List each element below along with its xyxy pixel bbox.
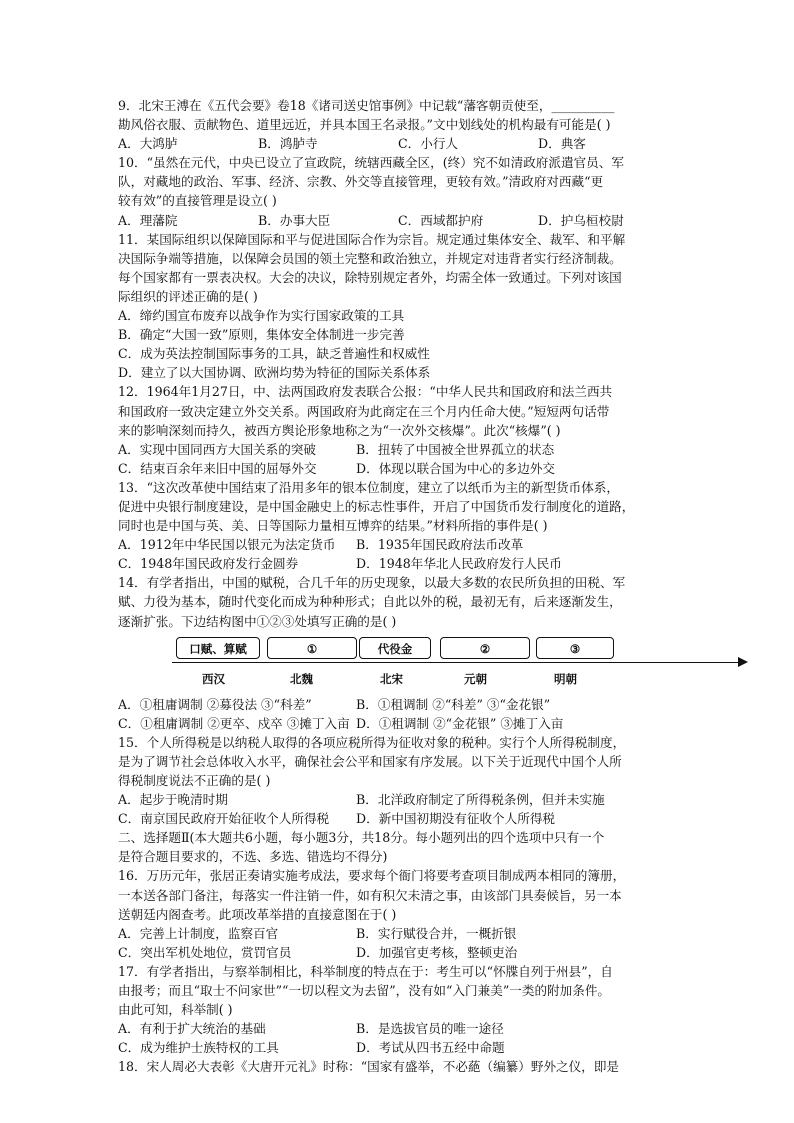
option-c: C．突出军机处地位，赏罚官员 (118, 944, 292, 960)
question-9-stem-line: 勘风俗衣服、贡献物色、道里远近，并具本国王名录报。”文中划线处的机构最有可能是( ) (118, 117, 611, 133)
question-16-stem-line: 16．万历元年，张居正奏请实施考成法，要求每个衙门将要考查项目制成两本相同的簿册， (118, 868, 626, 884)
question-14-stem-line: 14．有学者指出，中国的赋税，合几千年的历史现象，以最大多数的农民所负担的田税、军 (118, 575, 626, 591)
timeline-era: 元朝 (464, 671, 487, 686)
option-b: B．是选拔官员的唯一途径 (356, 1021, 504, 1037)
question-11 (118, 230, 678, 383)
option-c: C．小行人 (398, 136, 459, 152)
option-b: B．北洋政府制定了所得税条例，但并未实施 (356, 792, 605, 808)
option-b: B．办事大臣 (258, 212, 331, 228)
question-17-options-row (118, 1019, 678, 1038)
option-d: D．体现以联合国为中心的多边外交 (356, 460, 556, 476)
question-14 (118, 573, 678, 732)
option-a: A．缔约国宣布废弃以战争作为实行国家政策的工具 (118, 308, 405, 324)
timeline-box: 代役金 (359, 637, 431, 659)
question-17-stem-line: 由报考；而且“取士不问家世”“一切以程文为去留”，没有如“入门兼美”一类的附加条件。 (118, 983, 611, 999)
timeline-box: ① (267, 637, 357, 659)
arrow-right-icon (738, 657, 748, 667)
option-c: C．结束百余年来旧中国的屈辱外交 (118, 460, 317, 476)
question-9 (118, 96, 678, 153)
option-b: B．扭转了中国被全世界孤立的状态 (356, 441, 555, 457)
option-a: A．大鸿胪 (118, 136, 178, 152)
question-16 (118, 866, 678, 961)
timeline-era: 西汉 (202, 671, 225, 686)
option-a: A．完善上计制度，监察百官 (118, 925, 279, 941)
question-16-options-row (118, 924, 678, 943)
question-12-options-row (118, 440, 678, 459)
question-18-stem-line: 18．宋人周必大表彰《大唐开元礼》时称：“国家有盛举，不必蕝（编纂）野外之仪，即是 (118, 1059, 620, 1075)
tax-timeline-diagram (118, 635, 678, 693)
option-d: D．典客 (538, 136, 586, 152)
question-13-stem-line: 同时也是中国与英、美、日等国际力量相互博弈的结果。”材料所指的事件是( ) (118, 518, 548, 534)
question-9-stem-line: 9．北宋王溥在《五代会要》卷18《诸司送史馆事例》中记载“藩客朝贡使至，__________ (118, 98, 615, 113)
question-17-stem-line: 由此可知，科举制( ) (118, 1002, 233, 1018)
timeline-box: ③ (536, 637, 614, 659)
question-14-stem-line: 逐渐扩张。下边结构图中①②③处填写正确的是( ) (118, 613, 397, 629)
question-15-options-row (118, 809, 678, 828)
option-c: C．1948年国民政府发行金圆券 (118, 556, 299, 572)
question-15-options-row (118, 790, 678, 809)
option-b: B．实行赋役合并，一概折银 (356, 925, 517, 941)
question-13-options-row (118, 535, 678, 554)
question-13-stem-line: 13．“这次改革使中国结束了沿用多年的银本位制度，建立了以纸币为主的新型货币体系， (118, 479, 620, 495)
question-10 (118, 153, 678, 229)
option-d: D．建立了以大国协调、欧洲均势为特征的国际关系体系 (118, 365, 431, 381)
timeline-era: 北宋 (380, 671, 403, 686)
option-a: A．起步于晚清时期 (118, 792, 228, 808)
question-17-options-row (118, 1038, 678, 1057)
option-c: C．成为英法控制国际事务的工具，缺乏普遍性和权威性 (118, 346, 430, 362)
question-10-stem-line: 队，对藏地的政治、军事、经济、宗教、外交等直接管理，更较有效。”清政府对西藏“更 (118, 174, 604, 190)
question-16-stem-line: 一本送各部门备注，每落实一件注销一件，如有积欠未清之事，由该部门具奏候旨，另一本 (118, 887, 622, 903)
question-17-stem-line: 17．有学者指出，与察举制相比，科举制度的特点在于：考生可以“怀牒自列于州县”，自 (118, 963, 613, 979)
section-2-header (118, 828, 678, 866)
question-9-options (118, 134, 678, 153)
question-11-stem-line: 际组织的评述正确的是( ) (118, 288, 258, 304)
question-15-stem-line: 15．个人所得税是以纳税人取得的各项应税所得为征收对象的税种。实行个人所得税制度， (118, 734, 626, 750)
option-a: A．①租庸调制 ②募役法 ③“科差” (118, 696, 312, 712)
option-c: C．成为维护士族特权的工具 (118, 1040, 279, 1056)
question-11-stem-line: 11．某国际组织以保障国际和平与促进国际合作为宗旨。规定通过集体安全、裁军、和平解 (118, 231, 626, 247)
question-14-options-row (118, 695, 678, 714)
option-b: B．1935年国民政府法币改革 (356, 537, 524, 553)
question-10-stem-line: 较有效”的直接管理是设立( ) (118, 193, 277, 209)
section-2-header-line: 二、选择题Ⅱ(本大题共6小题，每小题3分，共18分。每小题列出的四个选项中只有一个 (118, 830, 605, 846)
question-15-stem-line: 得税制度说法不正确的是( ) (118, 773, 271, 788)
option-a: A．1912年中华民国以银元为法定货币 (118, 537, 336, 553)
option-d: D．考试从四书五经中命题 (356, 1040, 505, 1056)
question-12-stem-line: 来的影响深刻而持久，被西方舆论形象地称之为“一次外交核爆”。此次“核爆”( ) (118, 422, 561, 438)
question-11-stem-line: 决国际争端等措施，以保障会员国的领土完整和政治独立，并规定对违背者实行经济制裁。 (118, 250, 622, 266)
question-15 (118, 733, 678, 828)
option-a: A．理藩院 (118, 212, 178, 228)
question-14-stem-line: 赋、力役为基本，随时代变化而成为种种形式；自此以外的税，最初无有，后来逐渐发生， (118, 594, 622, 610)
option-b: B．鸿胪寺 (258, 136, 318, 152)
question-15-stem-line: 是为了调节社会总体收入水平，确保社会公平和国家有序发展。以下关于近现代中国个人所 (118, 753, 622, 769)
timeline-era: 明朝 (554, 671, 577, 686)
option-d: D．①租调制 ②“金花银” ③摊丁入亩 (356, 715, 564, 731)
option-a: A．有利于扩大统治的基础 (118, 1021, 266, 1037)
question-12 (118, 382, 678, 477)
option-c: C．①租庸调制 ②更卒、戍卒 ③摊丁入亩 (118, 715, 350, 731)
question-17 (118, 962, 678, 1057)
option-c: C．南京国民政府开始征收个人所得税 (118, 811, 330, 827)
timeline-era: 北魏 (290, 671, 313, 686)
question-18 (118, 1057, 678, 1076)
question-10-options (118, 211, 678, 230)
option-d: D．护乌桓校尉 (538, 212, 624, 228)
timeline-box: 口赋、算赋 (176, 637, 260, 659)
question-10-stem-line: 10．“虽然在元代，中央已设立了宣政院，统辖西藏全区，(终）究不如清政府派遣官员、军 (118, 155, 624, 171)
option-b: B．①租调制 ②“科差” ③“金花银” (356, 696, 551, 712)
option-d: D．1948年华北人民政府发行人民币 (356, 556, 562, 572)
question-16-options-row (118, 943, 678, 962)
question-16-stem-line: 送朝廷内阁查考。此项改革举措的直接意图在于( ) (118, 906, 397, 922)
option-d: D．加强官吏考核，整顿吏治 (356, 944, 518, 960)
section-2-header-line: 是符合题目要求的，不选、多选、错选均不得分) (118, 849, 388, 865)
option-c: C．西域都护府 (398, 212, 484, 228)
timeline-box: ② (440, 637, 530, 659)
exam-page (118, 96, 678, 1077)
option-d: D．新中国初期没有征收个人所得税 (356, 811, 556, 827)
question-12-stem-line: 和国政府一致决定建立外交关系。两国政府为此商定在三个月内任命大使。”短短两句话带 (118, 403, 610, 419)
question-14-options-row (118, 714, 678, 733)
question-11-stem-line: 每个国家都有一票表决权。大会的决议，除特别规定者外，均需全体一致通过。下列对该国 (118, 269, 622, 285)
timeline-axis (172, 662, 742, 663)
question-13-stem-line: 促进中央银行制度建设，是中国金融史上的标志性事件，开启了中国货币发行制度化的道路， (118, 498, 635, 514)
option-b: B．确定“大国一致”原则，集体安全体制进一步完善 (118, 327, 405, 343)
option-a: A．实现中国同西方大国关系的突破 (118, 441, 317, 457)
question-12-options-row (118, 459, 678, 478)
question-13 (118, 478, 678, 573)
question-13-options-row (118, 554, 678, 573)
question-12-stem-line: 12．1964年1月27日，中、法两国政府发表联合公报：“中华人民共和国政府和法兰西共 (118, 384, 613, 400)
